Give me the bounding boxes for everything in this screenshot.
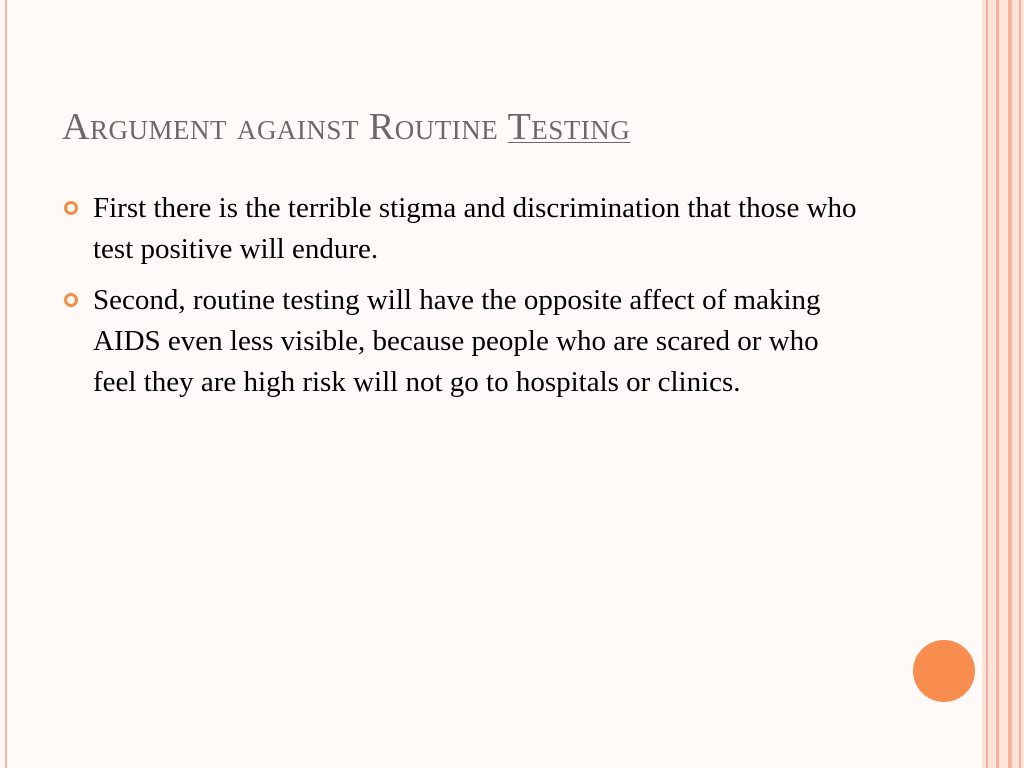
accent-circle bbox=[913, 640, 975, 702]
bullet-item bbox=[60, 280, 860, 403]
bullet-list bbox=[60, 188, 860, 413]
slide-title bbox=[62, 105, 630, 149]
right-decorative-stripes bbox=[982, 0, 1024, 768]
stripe bbox=[986, 0, 988, 768]
slide-title-text: Argument against Routine bbox=[62, 106, 508, 148]
slide-title-underlined-text: Testing bbox=[507, 106, 631, 148]
left-border-line bbox=[5, 0, 7, 768]
bullet-text: Second, routine testing will have the opposite affect of making AIDS even less visible, because people who are scared or who feel they are high risk will not go to hospitals or clinics. bbox=[93, 284, 821, 398]
ring-bullet-icon bbox=[64, 293, 78, 307]
bullet-item bbox=[60, 188, 860, 270]
ring-bullet-icon bbox=[64, 201, 78, 215]
bullet-text: First there is the terrible stigma and discrimination that those who test positive will endure. bbox=[93, 192, 857, 265]
stripe bbox=[1008, 0, 1012, 768]
stripe bbox=[996, 0, 999, 768]
stripe bbox=[1019, 0, 1021, 768]
